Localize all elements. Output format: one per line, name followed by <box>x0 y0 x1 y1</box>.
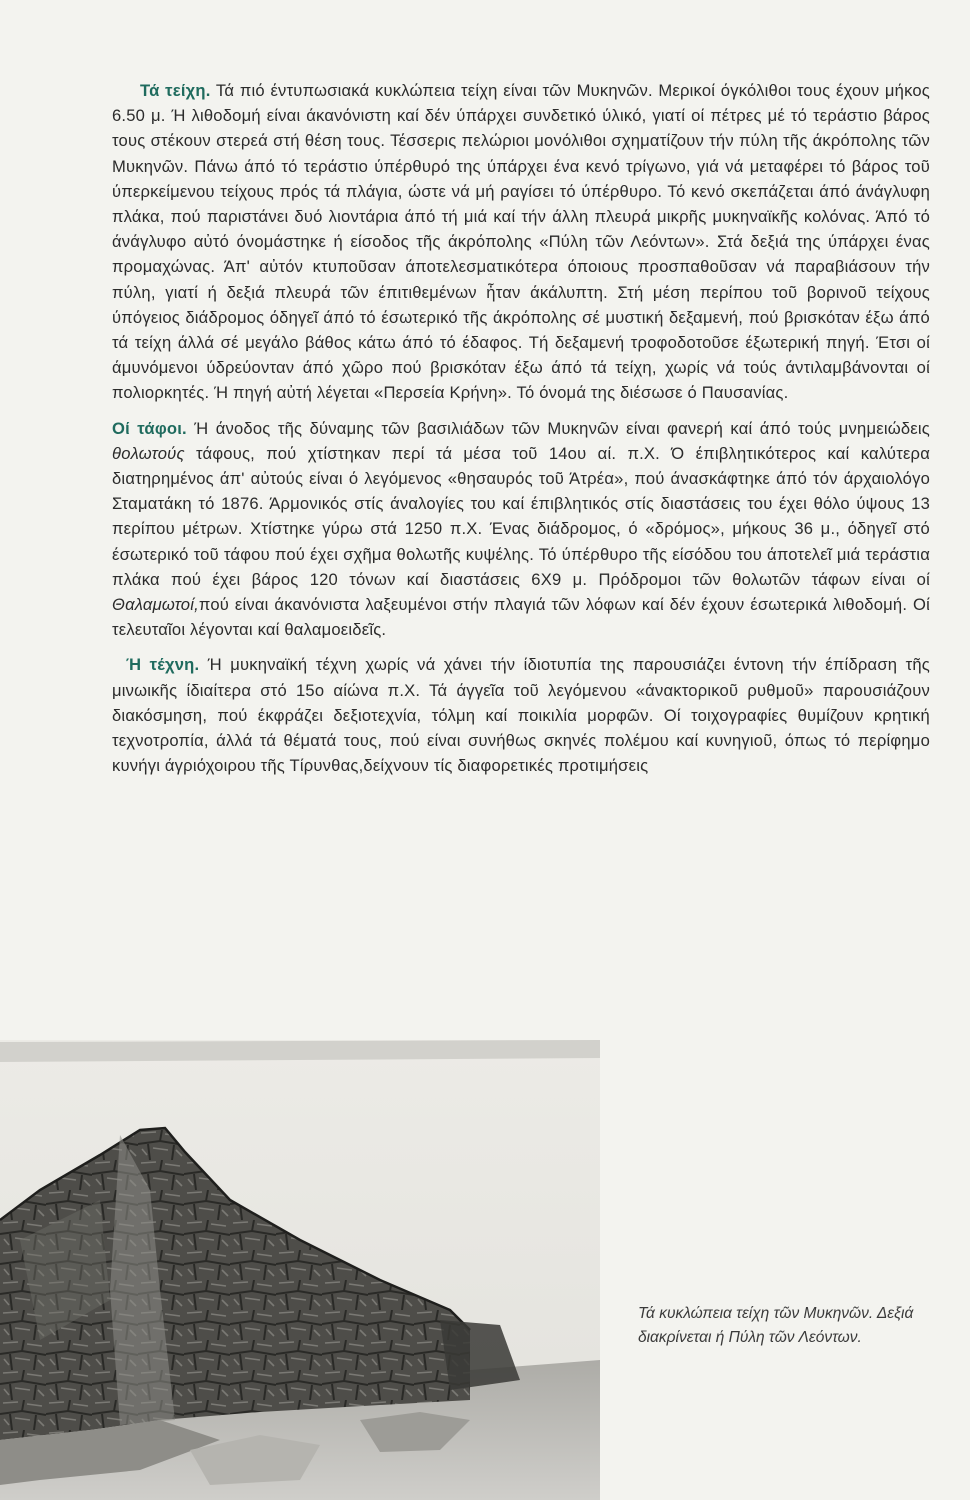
article-text <box>112 78 930 788</box>
italic-term-tholos: θολωτούς <box>112 443 185 463</box>
paragraph-walls <box>112 78 930 406</box>
cyclopean-wall-illustration <box>0 1040 600 1500</box>
photo-caption: Τά κυκλώπεια τείχη τῶν Μυκηνῶν. Δεξιά διακρίνεται ή Πύλη τῶν Λεόντων. <box>638 1305 914 1346</box>
paragraph-tombs <box>112 416 930 643</box>
photo-mycenae-walls <box>0 1040 600 1500</box>
heading-art: Ή τέχνη. <box>126 655 200 675</box>
body-walls: Τά πιό έντυπωσιακά κυκλώπεια τείχη είναι τῶν Μυκηνῶν. Μερικοί όγκόλιθοι τους έχουν μήκος 6.50 μ. Ή λιθοδομή είναι άκανόνιστη καί δέν ύπάρχει συνδετικό ύλικό, γιατί οί πέτρες μέ τό τεράστιο βάρος τους στέκουν στερεά στή θέση τους. Τέσσερις πελώριοι μονόλιθοι σχηματίζουν τήν πύλη τῆς άκρόπολης τῶν Μυκηνῶν. Πάνω άπό τό τεράστιο ύπέρθυρό της ύπάρχει ένα κενό τρίγωνο, γιά νά μεταφέρει τό βάρος τοῦ ύπερκείμενου τείχους πρός τά πλάγια, ώστε νά μή ραγίσει τό ύπέρθυρο. Τό κενό σκεπάζεται άπό άνάγλυφη πλάκα, πού παριστάνει δυό λιοντάρια άπό τή μιά καί τήν άλλη πλευρά μικρῆς μυκηναϊκῆς κολόνας. Άπό τό άνάγλυφο αὐτό όνομάστηκε ή είσοδος τῆς άκρόπολης «Πύλη τῶν Λεόντων». Στά δεξιά της ύπάρχει ένας προμαχώνας. Άπ' αὐτόν κτυποῦσαν άποτελεσματικότερα όποιους προσπαθοῦσαν νά παραβιάσουν τήν πύλη, γιατί ή δεξιά πλευρά τῶν έπιτιθεμένων ἦταν άκάλυπτη. Στή μέση περίπου τοῦ βορινοῦ τείχους ύπόγειος διάδρομος όδηγεῖ άπό τό έσωτερικό τῆς άκρόπολης σέ μυστική δεξαμενή, πού βρισκόταν έξω άπό τά τείχη άλλά σέ μεγάλο βάθος κάτω άπό τό έδαφος. Τή δεξαμενή τροφοδοτοῦσε έξωτερική πηγή. Έτσι οί άμυνόμενοι ύδρεύονταν άπό χῶρο πού βρισκόταν έξω άπό τά τείχη, χωρίς νά τούς άντιλαμβάνονται οί πολιορκητές. Ή πηγή αὐτή λέγεται «Περσεία Κρήνη». Τό όνομά της διέσωσε ό Παυσανίας. <box>112 81 930 403</box>
body-tombs-part2: τάφους, πού χτίστηκαν περί τά μέσα τοῦ 14ου αί. π.Χ. Ό έπιβλητικότερος καί καλύτερα διατηρημένος άπ' αὐτούς είναι ό λεγόμενος «θησαυρός τοῦ Άτρέα», πού άνασκάφτηκε άπό τόν άρχαιολόγο Σταματάκη τό 1876. Άρμονικός στίς άναλογίες του καί έπιβλητικός στίς διαστάσεις του έχει θόλο ύψους 13 περίπου μέτρων. Χτίστηκε γύρω στά 1250 π.Χ. Ένας διάδρομος, ό «δρόμος», μήκους 36 μ., όδηγεῖ στό έσωτερικό τοῦ τάφου πού έχει σχῆμα θολωτῆς κυψέλης. Τό ύπέρθυρο τῆς είσόδου του άποτελεῖ μιά τεράστια πλάκα πού έχει βάρος 120 τόνων καί διαστάσεις 6Χ9 μ. Πρόδρομοι τῶν θολωτῶν τάφων είναι οί <box>112 443 930 589</box>
body-tombs-part3: πού είναι άκανόνιστα λαξευμένοι στήν πλαγιά τῶν λόφων καί δέν έχουν έσωτερικά λιθοδομή. Οί τελευταῖοι λέγονται καί θαλαμοειδεῖς. <box>112 595 930 640</box>
heading-walls: Τά τείχη. <box>140 81 211 100</box>
paragraph-art <box>112 652 930 778</box>
body-tombs-part1: Ή άνοδος τῆς δύναμης τῶν βασιλιάδων τῶν Μυκηνῶν είναι φανερή καί άπό τούς μνημειώδεις <box>186 418 930 438</box>
italic-term-chamber: Θαλαμωτοί, <box>112 595 199 615</box>
body-art: Ή μυκηναϊκή τέχνη χωρίς νά χάνει τήν ίδιοτυπία της παρουσιάζει έντονη τήν έπίδραση τῆς μινωικῆς ίδιαίτερα στό 15ο αίώνα π.Χ. Τά άγγεῖα τοῦ λεγόμενου «άνακτορικοῦ ρυθμοῦ» παρουσιάζουν διακόσμηση, πού έκφράζει δεξιοτεχνία, τόλμη καί ποικιλία μορφῶν. Οί τοιχογραφίες θυμίζουν κρητική τεχνοτροπία, άλλά τά θέματά τους, πού είναι συνήθως σκηνές πολέμου καί κυνηγιοῦ, όπως τό περίφημο κυνήγι άγριόχοιρου τῆς Τίρυνθας,δείχνουν τίς διαφορετικές προτιμήσεις <box>112 655 930 776</box>
heading-tombs: Οί τάφοι. <box>112 418 187 438</box>
